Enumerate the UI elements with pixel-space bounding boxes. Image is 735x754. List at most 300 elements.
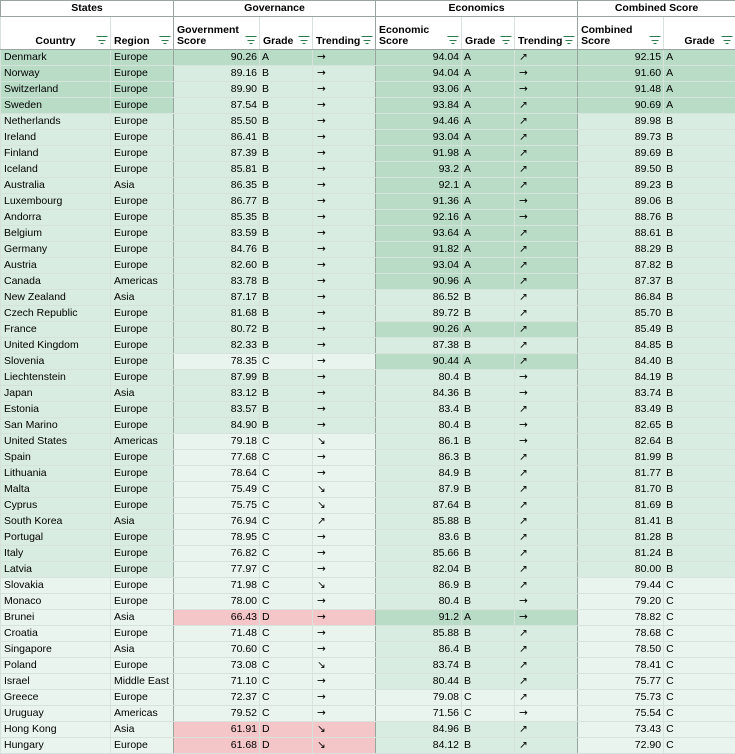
econ-trend-cell[interactable]: ↗ bbox=[515, 130, 578, 146]
gov-trend-cell[interactable]: ↘ bbox=[313, 722, 376, 738]
table-row[interactable] bbox=[1, 210, 735, 226]
comb-grade-cell[interactable]: A bbox=[664, 66, 735, 82]
gov-score-cell[interactable]: 75.49 bbox=[174, 482, 260, 498]
econ-grade-cell[interactable]: B bbox=[462, 290, 515, 306]
comb-score-cell[interactable]: 81.70 bbox=[578, 482, 664, 498]
econ-grade-cell[interactable]: B bbox=[462, 402, 515, 418]
country-cell[interactable]: Sweden bbox=[1, 98, 111, 114]
region-cell[interactable]: Europe bbox=[111, 418, 174, 434]
gov-score-cell[interactable]: 87.17 bbox=[174, 290, 260, 306]
econ-grade-cell[interactable]: B bbox=[462, 514, 515, 530]
gov-grade-cell[interactable]: B bbox=[260, 210, 313, 226]
comb-grade-cell[interactable]: B bbox=[664, 210, 735, 226]
comb-grade-cell[interactable]: B bbox=[664, 178, 735, 194]
comb-score-cell[interactable]: 81.99 bbox=[578, 450, 664, 466]
econ-score-cell[interactable]: 90.96 bbox=[376, 274, 462, 290]
table-row[interactable] bbox=[1, 466, 735, 482]
comb-score-cell[interactable]: 91.48 bbox=[578, 82, 664, 98]
gov-trend-cell[interactable]: → bbox=[313, 674, 376, 690]
region-cell[interactable]: Europe bbox=[111, 114, 174, 130]
country-cell[interactable]: Brunei bbox=[1, 610, 111, 626]
gov-grade-cell[interactable]: B bbox=[260, 386, 313, 402]
table-row[interactable] bbox=[1, 434, 735, 450]
econ-trend-cell[interactable]: ↗ bbox=[515, 578, 578, 594]
table-row[interactable] bbox=[1, 322, 735, 338]
econ-grade-cell[interactable]: A bbox=[462, 322, 515, 338]
country-cell[interactable]: Hong Kong bbox=[1, 722, 111, 738]
econ-grade-cell[interactable]: C bbox=[462, 706, 515, 722]
gov-trend-cell[interactable]: → bbox=[313, 210, 376, 226]
gov-trend-cell[interactable]: → bbox=[313, 258, 376, 274]
table-row[interactable] bbox=[1, 722, 735, 738]
gov-trend-cell[interactable]: → bbox=[313, 530, 376, 546]
comb-score-cell[interactable]: 82.64 bbox=[578, 434, 664, 450]
comb-grade-cell[interactable]: B bbox=[664, 242, 735, 258]
econ-grade-cell[interactable]: B bbox=[462, 530, 515, 546]
country-cell[interactable]: Canada bbox=[1, 274, 111, 290]
country-cell[interactable]: Israel bbox=[1, 674, 111, 690]
country-cell[interactable]: Malta bbox=[1, 482, 111, 498]
gov-score-cell[interactable]: 71.98 bbox=[174, 578, 260, 594]
econ-trend-cell[interactable]: ↗ bbox=[515, 450, 578, 466]
country-cell[interactable]: Luxembourg bbox=[1, 194, 111, 210]
econ-trend-cell[interactable]: ↗ bbox=[515, 114, 578, 130]
gov-trend-cell[interactable]: → bbox=[313, 594, 376, 610]
econ-trend-cell[interactable]: ↗ bbox=[515, 242, 578, 258]
comb-score-cell[interactable]: 86.84 bbox=[578, 290, 664, 306]
table-row[interactable] bbox=[1, 706, 735, 722]
gov-trend-cell[interactable]: → bbox=[313, 82, 376, 98]
region-cell[interactable]: Americas bbox=[111, 706, 174, 722]
gov-score-cell[interactable]: 83.78 bbox=[174, 274, 260, 290]
econ-trend-cell[interactable]: → bbox=[515, 386, 578, 402]
econ-grade-cell[interactable]: A bbox=[462, 66, 515, 82]
region-cell[interactable]: Europe bbox=[111, 690, 174, 706]
comb-grade-cell[interactable]: B bbox=[664, 354, 735, 370]
econ-trend-cell[interactable]: ↗ bbox=[515, 482, 578, 498]
comb-grade-cell[interactable]: C bbox=[664, 722, 735, 738]
region-cell[interactable]: Europe bbox=[111, 130, 174, 146]
comb-grade-cell[interactable]: B bbox=[664, 450, 735, 466]
econ-grade-cell[interactable]: B bbox=[462, 546, 515, 562]
econ-trend-cell[interactable]: ↗ bbox=[515, 306, 578, 322]
comb-grade-cell[interactable]: C bbox=[664, 594, 735, 610]
econ-score-cell[interactable]: 89.72 bbox=[376, 306, 462, 322]
table-row[interactable] bbox=[1, 130, 735, 146]
gov-trend-cell[interactable]: → bbox=[313, 274, 376, 290]
econ-grade-cell[interactable]: A bbox=[462, 162, 515, 178]
comb-grade-cell[interactable]: B bbox=[664, 194, 735, 210]
comb-grade-cell[interactable]: B bbox=[664, 498, 735, 514]
econ-score-cell[interactable]: 85.66 bbox=[376, 546, 462, 562]
col-comb-grade-header[interactable] bbox=[664, 17, 735, 50]
comb-score-cell[interactable]: 83.74 bbox=[578, 386, 664, 402]
country-cell[interactable]: Australia bbox=[1, 178, 111, 194]
econ-score-cell[interactable]: 83.6 bbox=[376, 530, 462, 546]
gov-trend-cell[interactable]: → bbox=[313, 466, 376, 482]
gov-grade-cell[interactable]: B bbox=[260, 82, 313, 98]
econ-trend-cell[interactable]: ↗ bbox=[515, 402, 578, 418]
econ-score-cell[interactable]: 80.4 bbox=[376, 594, 462, 610]
country-cell[interactable]: Japan bbox=[1, 386, 111, 402]
econ-grade-cell[interactable]: B bbox=[462, 578, 515, 594]
col-gov-grade-header[interactable] bbox=[260, 17, 313, 50]
table-row[interactable] bbox=[1, 674, 735, 690]
gov-score-cell[interactable]: 76.82 bbox=[174, 546, 260, 562]
gov-score-cell[interactable]: 83.59 bbox=[174, 226, 260, 242]
country-cell[interactable]: Lithuania bbox=[1, 466, 111, 482]
econ-score-cell[interactable]: 85.88 bbox=[376, 626, 462, 642]
econ-trend-cell[interactable]: ↗ bbox=[515, 338, 578, 354]
comb-score-cell[interactable]: 88.76 bbox=[578, 210, 664, 226]
country-cell[interactable]: Andorra bbox=[1, 210, 111, 226]
region-cell[interactable]: Europe bbox=[111, 322, 174, 338]
econ-score-cell[interactable]: 91.98 bbox=[376, 146, 462, 162]
gov-grade-cell[interactable]: C bbox=[260, 578, 313, 594]
comb-score-cell[interactable]: 89.73 bbox=[578, 130, 664, 146]
econ-score-cell[interactable]: 80.44 bbox=[376, 674, 462, 690]
gov-trend-cell[interactable]: → bbox=[313, 370, 376, 386]
gov-grade-cell[interactable]: C bbox=[260, 674, 313, 690]
gov-trend-cell[interactable]: → bbox=[313, 354, 376, 370]
gov-trend-cell[interactable]: → bbox=[313, 194, 376, 210]
econ-grade-cell[interactable]: B bbox=[462, 658, 515, 674]
gov-trend-cell[interactable]: ↘ bbox=[313, 578, 376, 594]
econ-grade-cell[interactable]: B bbox=[462, 450, 515, 466]
gov-score-cell[interactable]: 79.52 bbox=[174, 706, 260, 722]
econ-grade-cell[interactable]: B bbox=[462, 722, 515, 738]
gov-grade-cell[interactable]: C bbox=[260, 514, 313, 530]
gov-score-cell[interactable]: 61.68 bbox=[174, 738, 260, 754]
gov-grade-cell[interactable]: C bbox=[260, 354, 313, 370]
gov-trend-cell[interactable]: → bbox=[313, 306, 376, 322]
econ-trend-cell[interactable]: → bbox=[515, 418, 578, 434]
econ-grade-cell[interactable]: B bbox=[462, 626, 515, 642]
gov-score-cell[interactable]: 87.54 bbox=[174, 98, 260, 114]
comb-score-cell[interactable]: 81.69 bbox=[578, 498, 664, 514]
econ-grade-cell[interactable]: A bbox=[462, 82, 515, 98]
econ-trend-cell[interactable]: → bbox=[515, 594, 578, 610]
econ-trend-cell[interactable]: → bbox=[515, 706, 578, 722]
col-gov-trend-header[interactable] bbox=[313, 17, 376, 50]
econ-score-cell[interactable]: 86.52 bbox=[376, 290, 462, 306]
econ-trend-cell[interactable]: ↗ bbox=[515, 642, 578, 658]
country-cell[interactable]: Czech Republic bbox=[1, 306, 111, 322]
region-cell[interactable]: Middle East bbox=[111, 674, 174, 690]
gov-grade-cell[interactable]: B bbox=[260, 66, 313, 82]
filter-icon[interactable] bbox=[500, 36, 511, 45]
region-cell[interactable]: Asia bbox=[111, 642, 174, 658]
gov-grade-cell[interactable]: B bbox=[260, 226, 313, 242]
country-cell[interactable]: Italy bbox=[1, 546, 111, 562]
gov-trend-cell[interactable]: → bbox=[313, 546, 376, 562]
country-cell[interactable]: Liechtenstein bbox=[1, 370, 111, 386]
comb-score-cell[interactable]: 81.41 bbox=[578, 514, 664, 530]
gov-trend-cell[interactable]: → bbox=[313, 114, 376, 130]
country-cell[interactable]: United Kingdom bbox=[1, 338, 111, 354]
econ-grade-cell[interactable]: B bbox=[462, 674, 515, 690]
econ-score-cell[interactable]: 93.2 bbox=[376, 162, 462, 178]
comb-score-cell[interactable]: 84.85 bbox=[578, 338, 664, 354]
table-row[interactable] bbox=[1, 82, 735, 98]
econ-trend-cell[interactable]: ↗ bbox=[515, 274, 578, 290]
comb-grade-cell[interactable]: B bbox=[664, 546, 735, 562]
col-econ-score-header[interactable] bbox=[376, 17, 462, 50]
econ-score-cell[interactable]: 86.1 bbox=[376, 434, 462, 450]
gov-trend-cell[interactable]: → bbox=[313, 242, 376, 258]
econ-score-cell[interactable]: 94.04 bbox=[376, 66, 462, 82]
filter-icon[interactable] bbox=[361, 36, 372, 45]
gov-score-cell[interactable]: 76.94 bbox=[174, 514, 260, 530]
table-row[interactable] bbox=[1, 546, 735, 562]
table-row[interactable] bbox=[1, 594, 735, 610]
comb-grade-cell[interactable]: B bbox=[664, 386, 735, 402]
region-cell[interactable]: Europe bbox=[111, 370, 174, 386]
gov-trend-cell[interactable]: ↗ bbox=[313, 514, 376, 530]
gov-score-cell[interactable]: 78.64 bbox=[174, 466, 260, 482]
table-row[interactable] bbox=[1, 354, 735, 370]
gov-grade-cell[interactable]: B bbox=[260, 322, 313, 338]
table-row[interactable] bbox=[1, 290, 735, 306]
comb-grade-cell[interactable]: B bbox=[664, 146, 735, 162]
country-cell[interactable]: Slovakia bbox=[1, 578, 111, 594]
country-cell[interactable]: Belgium bbox=[1, 226, 111, 242]
comb-score-cell[interactable]: 73.43 bbox=[578, 722, 664, 738]
comb-score-cell[interactable]: 87.82 bbox=[578, 258, 664, 274]
country-cell[interactable]: South Korea bbox=[1, 514, 111, 530]
econ-grade-cell[interactable]: A bbox=[462, 98, 515, 114]
comb-grade-cell[interactable]: C bbox=[664, 626, 735, 642]
gov-grade-cell[interactable]: B bbox=[260, 290, 313, 306]
econ-grade-cell[interactable]: A bbox=[462, 50, 515, 66]
region-cell[interactable]: Europe bbox=[111, 194, 174, 210]
region-cell[interactable]: Europe bbox=[111, 210, 174, 226]
table-row[interactable] bbox=[1, 194, 735, 210]
table-row[interactable] bbox=[1, 162, 735, 178]
econ-trend-cell[interactable]: ↗ bbox=[515, 674, 578, 690]
econ-score-cell[interactable]: 93.04 bbox=[376, 130, 462, 146]
gov-score-cell[interactable]: 90.26 bbox=[174, 50, 260, 66]
econ-score-cell[interactable]: 94.46 bbox=[376, 114, 462, 130]
econ-grade-cell[interactable]: B bbox=[462, 418, 515, 434]
region-cell[interactable]: Europe bbox=[111, 162, 174, 178]
econ-score-cell[interactable]: 86.3 bbox=[376, 450, 462, 466]
comb-score-cell[interactable]: 81.24 bbox=[578, 546, 664, 562]
econ-score-cell[interactable]: 92.16 bbox=[376, 210, 462, 226]
comb-score-cell[interactable]: 84.19 bbox=[578, 370, 664, 386]
filter-icon[interactable] bbox=[721, 36, 732, 45]
gov-trend-cell[interactable]: → bbox=[313, 130, 376, 146]
gov-trend-cell[interactable]: → bbox=[313, 322, 376, 338]
comb-grade-cell[interactable]: C bbox=[664, 706, 735, 722]
gov-grade-cell[interactable]: C bbox=[260, 482, 313, 498]
comb-grade-cell[interactable]: B bbox=[664, 514, 735, 530]
gov-trend-cell[interactable]: → bbox=[313, 98, 376, 114]
econ-grade-cell[interactable]: B bbox=[462, 338, 515, 354]
table-row[interactable] bbox=[1, 146, 735, 162]
comb-score-cell[interactable]: 79.20 bbox=[578, 594, 664, 610]
region-cell[interactable]: Europe bbox=[111, 338, 174, 354]
gov-grade-cell[interactable]: B bbox=[260, 370, 313, 386]
econ-score-cell[interactable]: 86.4 bbox=[376, 642, 462, 658]
filter-icon[interactable] bbox=[245, 36, 256, 45]
country-cell[interactable]: Austria bbox=[1, 258, 111, 274]
gov-trend-cell[interactable]: → bbox=[313, 706, 376, 722]
comb-grade-cell[interactable]: B bbox=[664, 290, 735, 306]
comb-grade-cell[interactable]: B bbox=[664, 306, 735, 322]
comb-grade-cell[interactable]: B bbox=[664, 162, 735, 178]
table-row[interactable] bbox=[1, 450, 735, 466]
region-cell[interactable]: Europe bbox=[111, 738, 174, 754]
econ-grade-cell[interactable]: A bbox=[462, 274, 515, 290]
table-row[interactable] bbox=[1, 658, 735, 674]
gov-trend-cell[interactable]: → bbox=[313, 690, 376, 706]
gov-score-cell[interactable]: 83.12 bbox=[174, 386, 260, 402]
country-cell[interactable]: Latvia bbox=[1, 562, 111, 578]
gov-score-cell[interactable]: 81.68 bbox=[174, 306, 260, 322]
gov-grade-cell[interactable]: C bbox=[260, 530, 313, 546]
region-cell[interactable]: Asia bbox=[111, 722, 174, 738]
comb-grade-cell[interactable]: B bbox=[664, 130, 735, 146]
econ-score-cell[interactable]: 87.9 bbox=[376, 482, 462, 498]
gov-score-cell[interactable]: 82.60 bbox=[174, 258, 260, 274]
gov-grade-cell[interactable]: B bbox=[260, 338, 313, 354]
region-cell[interactable]: Europe bbox=[111, 258, 174, 274]
country-cell[interactable]: Norway bbox=[1, 66, 111, 82]
econ-trend-cell[interactable]: ↗ bbox=[515, 738, 578, 754]
gov-trend-cell[interactable]: → bbox=[313, 402, 376, 418]
comb-score-cell[interactable]: 91.60 bbox=[578, 66, 664, 82]
comb-grade-cell[interactable]: B bbox=[664, 258, 735, 274]
country-cell[interactable]: Spain bbox=[1, 450, 111, 466]
econ-score-cell[interactable]: 84.36 bbox=[376, 386, 462, 402]
comb-score-cell[interactable]: 82.65 bbox=[578, 418, 664, 434]
comb-grade-cell[interactable]: B bbox=[664, 434, 735, 450]
gov-grade-cell[interactable]: C bbox=[260, 498, 313, 514]
gov-grade-cell[interactable]: D bbox=[260, 738, 313, 754]
econ-score-cell[interactable]: 80.4 bbox=[376, 370, 462, 386]
gov-score-cell[interactable]: 87.99 bbox=[174, 370, 260, 386]
comb-score-cell[interactable]: 92.15 bbox=[578, 50, 664, 66]
comb-grade-cell[interactable]: C bbox=[664, 642, 735, 658]
country-cell[interactable]: United States bbox=[1, 434, 111, 450]
gov-grade-cell[interactable]: C bbox=[260, 594, 313, 610]
region-cell[interactable]: Europe bbox=[111, 562, 174, 578]
econ-trend-cell[interactable]: ↗ bbox=[515, 562, 578, 578]
econ-trend-cell[interactable]: ↗ bbox=[515, 626, 578, 642]
econ-trend-cell[interactable]: → bbox=[515, 210, 578, 226]
comb-score-cell[interactable]: 88.29 bbox=[578, 242, 664, 258]
table-row[interactable] bbox=[1, 370, 735, 386]
region-cell[interactable]: Asia bbox=[111, 610, 174, 626]
comb-grade-cell[interactable]: B bbox=[664, 114, 735, 130]
gov-score-cell[interactable]: 86.41 bbox=[174, 130, 260, 146]
gov-grade-cell[interactable]: C bbox=[260, 690, 313, 706]
comb-grade-cell[interactable]: A bbox=[664, 82, 735, 98]
econ-grade-cell[interactable]: B bbox=[462, 386, 515, 402]
comb-grade-cell[interactable]: B bbox=[664, 530, 735, 546]
country-cell[interactable]: Monaco bbox=[1, 594, 111, 610]
country-cell[interactable]: Poland bbox=[1, 658, 111, 674]
gov-grade-cell[interactable]: B bbox=[260, 98, 313, 114]
gov-score-cell[interactable]: 86.35 bbox=[174, 178, 260, 194]
region-cell[interactable]: Europe bbox=[111, 226, 174, 242]
gov-score-cell[interactable]: 85.81 bbox=[174, 162, 260, 178]
table-row[interactable] bbox=[1, 610, 735, 626]
table-row[interactable] bbox=[1, 386, 735, 402]
filter-icon[interactable] bbox=[159, 36, 170, 45]
gov-score-cell[interactable]: 78.00 bbox=[174, 594, 260, 610]
gov-score-cell[interactable]: 84.90 bbox=[174, 418, 260, 434]
econ-grade-cell[interactable]: A bbox=[462, 194, 515, 210]
region-cell[interactable]: Europe bbox=[111, 82, 174, 98]
econ-score-cell[interactable]: 87.64 bbox=[376, 498, 462, 514]
econ-score-cell[interactable]: 80.4 bbox=[376, 418, 462, 434]
econ-trend-cell[interactable]: → bbox=[515, 610, 578, 626]
gov-score-cell[interactable]: 78.95 bbox=[174, 530, 260, 546]
econ-grade-cell[interactable]: A bbox=[462, 610, 515, 626]
econ-grade-cell[interactable]: A bbox=[462, 146, 515, 162]
econ-trend-cell[interactable]: ↗ bbox=[515, 354, 578, 370]
econ-score-cell[interactable]: 84.9 bbox=[376, 466, 462, 482]
gov-grade-cell[interactable]: B bbox=[260, 146, 313, 162]
econ-grade-cell[interactable]: B bbox=[462, 306, 515, 322]
country-cell[interactable]: Finland bbox=[1, 146, 111, 162]
comb-score-cell[interactable]: 85.49 bbox=[578, 322, 664, 338]
econ-trend-cell[interactable]: ↗ bbox=[515, 514, 578, 530]
comb-grade-cell[interactable]: B bbox=[664, 274, 735, 290]
gov-trend-cell[interactable]: → bbox=[313, 146, 376, 162]
country-cell[interactable]: Slovenia bbox=[1, 354, 111, 370]
comb-score-cell[interactable]: 78.41 bbox=[578, 658, 664, 674]
region-cell[interactable]: Europe bbox=[111, 626, 174, 642]
table-row[interactable] bbox=[1, 626, 735, 642]
col-gov-score-header[interactable] bbox=[174, 17, 260, 50]
region-cell[interactable]: Asia bbox=[111, 178, 174, 194]
gov-score-cell[interactable]: 61.91 bbox=[174, 722, 260, 738]
econ-score-cell[interactable]: 93.64 bbox=[376, 226, 462, 242]
comb-grade-cell[interactable]: C bbox=[664, 690, 735, 706]
comb-grade-cell[interactable]: B bbox=[664, 562, 735, 578]
gov-score-cell[interactable]: 86.77 bbox=[174, 194, 260, 210]
gov-score-cell[interactable]: 77.68 bbox=[174, 450, 260, 466]
econ-score-cell[interactable]: 83.74 bbox=[376, 658, 462, 674]
region-cell[interactable]: Asia bbox=[111, 386, 174, 402]
filter-icon[interactable] bbox=[96, 36, 107, 45]
gov-grade-cell[interactable]: C bbox=[260, 434, 313, 450]
region-cell[interactable]: Europe bbox=[111, 466, 174, 482]
gov-trend-cell[interactable]: → bbox=[313, 562, 376, 578]
col-econ-grade-header[interactable] bbox=[462, 17, 515, 50]
gov-score-cell[interactable]: 85.35 bbox=[174, 210, 260, 226]
econ-trend-cell[interactable]: ↗ bbox=[515, 258, 578, 274]
table-row[interactable] bbox=[1, 482, 735, 498]
comb-score-cell[interactable]: 87.37 bbox=[578, 274, 664, 290]
gov-score-cell[interactable]: 71.48 bbox=[174, 626, 260, 642]
comb-score-cell[interactable]: 81.77 bbox=[578, 466, 664, 482]
table-row[interactable] bbox=[1, 514, 735, 530]
table-row[interactable] bbox=[1, 242, 735, 258]
comb-score-cell[interactable]: 80.00 bbox=[578, 562, 664, 578]
region-cell[interactable]: Asia bbox=[111, 290, 174, 306]
gov-trend-cell[interactable]: ↘ bbox=[313, 434, 376, 450]
comb-grade-cell[interactable]: B bbox=[664, 370, 735, 386]
country-cell[interactable]: Denmark bbox=[1, 50, 111, 66]
gov-trend-cell[interactable]: → bbox=[313, 642, 376, 658]
gov-trend-cell[interactable]: → bbox=[313, 386, 376, 402]
comb-score-cell[interactable]: 89.06 bbox=[578, 194, 664, 210]
comb-score-cell[interactable]: 72.90 bbox=[578, 738, 664, 754]
